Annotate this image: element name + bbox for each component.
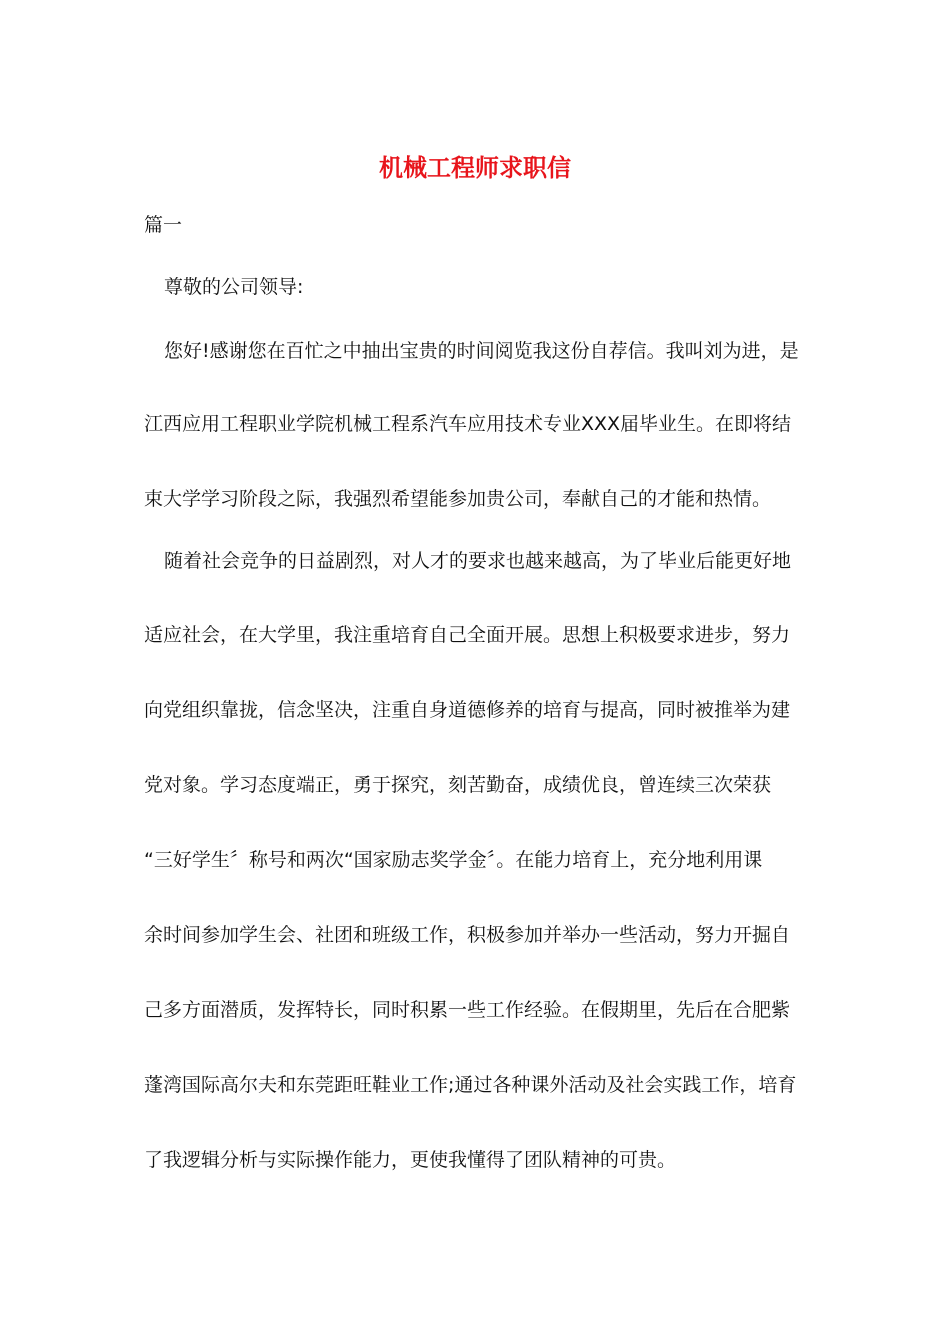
paragraph-line: 随着社会竞争的日益剧烈，对人才的要求也越来越高，为了毕业后能更好地 — [164, 550, 792, 572]
paragraph-line: 党对象。学习态度端正，勇于探究，刻苦勤奋，成绩优良，曾连续三次荣获 — [144, 774, 772, 796]
paragraph-line: 适应社会，在大学里，我注重培育自己全面开展。思想上积极要求进步，努力 — [144, 624, 791, 646]
paragraph-line: 了我逻辑分析与实际操作能力，更使我懂得了团队精神的可贵。 — [144, 1149, 677, 1171]
paragraph-line: 束大学学习阶段之际，我强烈希望能参加贵公司，奉献自己的才能和热情。 — [144, 488, 772, 510]
paragraph-line: 余时间参加学生会、社团和班级工作，积极参加并举办一些活动，努力开掘自 — [144, 924, 791, 946]
paragraph-line: 蓬湾国际高尔夫和东莞距旺鞋业工作;通过各种课外活动及社会实践工作，培育 — [144, 1074, 797, 1096]
paragraph-line: 己多方面潜质，发挥特长，同时积累一些工作经验。在假期里，先后在合肥紫 — [144, 999, 791, 1021]
paragraph-line: 您好!感谢您在百忙之中抽出宝贵的时间阅览我这份自荐信。我叫刘为进，是 — [164, 340, 799, 362]
section-label: 篇一 — [144, 214, 183, 236]
paragraph-line: 江西应用工程职业学院机械工程系汽车应用技术专业XXX届毕业生。在即将结 — [144, 413, 792, 435]
paragraph-line: “三好学生〞称号和两次“国家励志奖学金〞。在能力培育上，充分地利用课 — [144, 849, 763, 871]
salutation-line: 尊敬的公司领导: — [164, 276, 304, 298]
document-title: 机械工程师求职信 — [379, 153, 571, 182]
paragraph-line: 向党组织靠拢，信念坚决，注重自身道德修养的培育与提高，同时被推举为建 — [144, 699, 791, 721]
